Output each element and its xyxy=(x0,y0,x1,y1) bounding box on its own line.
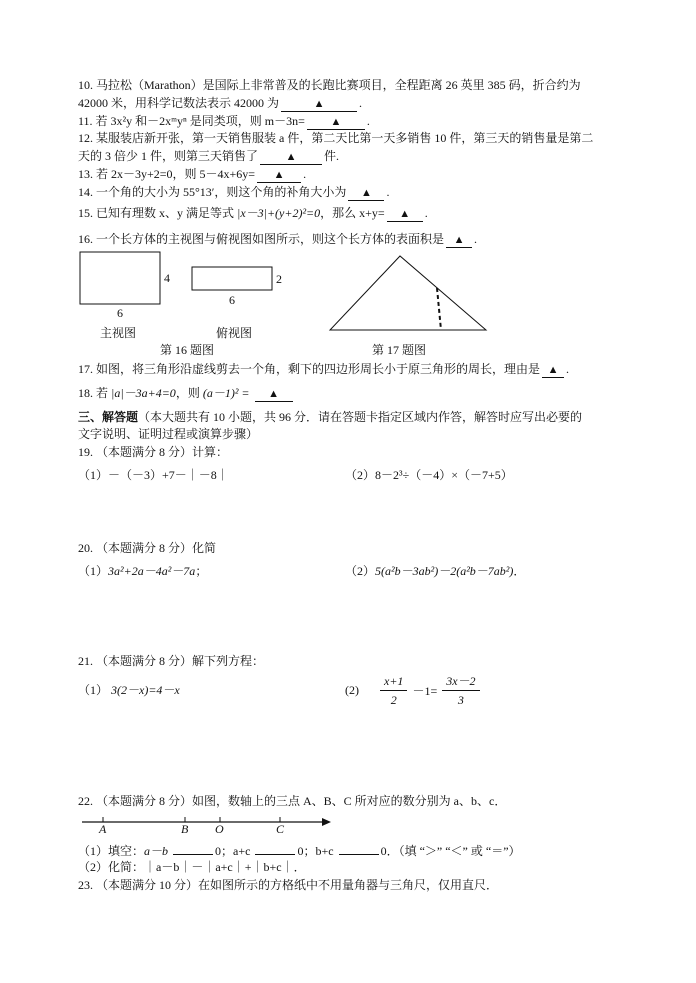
q21-part1-equation: 3(2－x)=4－x xyxy=(111,683,180,697)
q22-part1-seg4: 0．（填 “＞” “＜” 或 “＝”） xyxy=(380,844,521,858)
q22-part2: （2）化简：｜a－b｜－｜a+c｜+｜b+c｜． xyxy=(78,860,306,874)
section3-intro: （本大题共有 10 小题，共 96 分．请在答题卡指定区域内作答，解答时应写出必要的 xyxy=(138,410,583,424)
q13-line xyxy=(78,166,306,183)
q20-part2-label: （2） xyxy=(345,564,376,578)
point-label-c: C xyxy=(276,822,285,836)
q22-part1-seg1: a－b xyxy=(144,844,169,858)
q23-stem: 23. （本题满分 10 分）在如图所示的方格纸中不用量角器与三角尺，仅用直尺． xyxy=(78,878,499,892)
top-view-rect xyxy=(192,267,272,290)
fraction-right-numerator: 3x－2 xyxy=(442,672,479,691)
front-view-height-label: 4 xyxy=(164,271,170,285)
q18-expression: (a－1)² = xyxy=(202,386,250,400)
q10-line1: 10. 马拉松（Marathon）是国际上非常普及的长跑比赛项目，全程距离 26 英里 385 码，折合约为 xyxy=(78,78,581,92)
q20-part1 xyxy=(78,563,207,579)
q11-line xyxy=(78,113,370,130)
q18-equation: |a|－3a+4=0 xyxy=(111,386,176,400)
q10-text: 42000 米，用科学记数法表示 42000 为 xyxy=(78,96,280,110)
q15-line xyxy=(78,205,428,222)
q21-part2 xyxy=(345,669,485,711)
q21-stem: 21. （本题满分 8 分）解下列方程： xyxy=(78,654,265,668)
top-view-caption: 俯视图 xyxy=(216,326,253,340)
q21-part2-label: (2) xyxy=(345,682,359,697)
q19-stem: 19. （本题满分 8 分）计算： xyxy=(78,445,229,459)
q19-part1-expression: －（－3）+7－｜－8｜ xyxy=(108,468,229,482)
section3-line1 xyxy=(78,409,582,425)
front-view-width-label: 6 xyxy=(117,306,123,320)
q17-end: . xyxy=(566,362,570,376)
number-line-arrow xyxy=(322,818,331,826)
answer-blank: ▲ xyxy=(307,116,365,130)
q20-part1-expression: 3a²+2a－4a²－7a xyxy=(108,564,196,578)
q14-line xyxy=(78,184,389,201)
q21-part1-label: （1） xyxy=(78,683,109,697)
q22-part1-seg3: 0；b+c xyxy=(297,844,334,858)
fraction-left xyxy=(380,672,407,709)
triangle xyxy=(330,256,486,330)
q22-part1-seg2: 0；a+c xyxy=(215,844,251,858)
q19-part2-expression: 8－2³÷（－4）×（－7+5） xyxy=(375,468,513,482)
fill-blank xyxy=(173,841,213,855)
q19-part2 xyxy=(345,467,513,483)
q13-text: 13. 若 2x－3y+2=0，则 5－4x+6y= xyxy=(78,167,256,181)
q17-text: 17. 如图，将三角形沿虚线剪去一个角，剩下的四边形周长小于原三角形的周长，理由是 xyxy=(78,362,541,376)
q11-end: . xyxy=(366,114,370,128)
figure-17-caption: 第 17 题图 xyxy=(372,343,427,357)
q20-part1-label: （1） xyxy=(78,564,109,578)
fraction-right xyxy=(442,672,479,709)
q17-line xyxy=(78,361,569,378)
q12-line2 xyxy=(78,148,339,165)
point-label-b: B xyxy=(181,822,189,836)
answer-blank: ▲ xyxy=(387,208,423,222)
q15-end: . xyxy=(424,206,428,220)
q12-end: 件. xyxy=(324,149,340,163)
q20-part2-end: ． xyxy=(513,564,526,578)
q15-equation: |x－3|+(y+2)²=0 xyxy=(237,206,321,220)
q19-part1-label: （1） xyxy=(78,468,109,482)
top-view-width-label: 6 xyxy=(229,293,235,307)
q19-part2-label: （2） xyxy=(345,468,376,482)
point-label-o: O xyxy=(215,822,224,836)
figures-16-17 xyxy=(0,245,696,360)
q18-text2: ，则 xyxy=(175,386,200,400)
answer-blank: ▲ xyxy=(257,169,301,183)
top-view-depth-label: 2 xyxy=(276,272,282,286)
fraction-left-numerator: x+1 xyxy=(380,672,407,691)
number-line xyxy=(0,808,696,838)
section3-line2: 文字说明、证明过程或演算步骤） xyxy=(78,427,259,441)
q16-text: 16. 一个长方体的主视图与俯视图如图所示，则这个长方体的表面积是 xyxy=(78,232,445,246)
point-label-a: A xyxy=(99,822,107,836)
answer-blank: ▲ xyxy=(281,98,357,112)
q20-part2-expression: 5(a²b－3ab²)－2(a²b－7ab²) xyxy=(375,564,514,578)
q14-end: . xyxy=(386,185,390,199)
q16-end: . xyxy=(474,232,478,246)
q15-text: 15. 已知有理数 x、y 满足等式 xyxy=(78,206,235,220)
q20-part2 xyxy=(345,563,525,579)
front-view-rect xyxy=(80,252,160,304)
section3-title: 三、解答题 xyxy=(78,410,139,424)
q12-text: 天的 3 倍少 1 件，则第三天销售了 xyxy=(78,149,259,163)
answer-blank: ▲ xyxy=(255,388,293,402)
fraction-left-denominator: 2 xyxy=(390,692,397,707)
q12-line1: 12. 某服装店新开张，第一天销售服装 a 件，第二天比第一天多销售 10 件，第三天的销售量是第二 xyxy=(78,131,594,145)
answer-blank: ▲ xyxy=(348,187,384,201)
q10-end: . xyxy=(359,96,363,110)
q22-part1-label: （1）填空： xyxy=(78,844,145,858)
answer-blank: ▲ xyxy=(446,234,472,248)
q18-line xyxy=(78,385,295,402)
q13-end: . xyxy=(303,167,307,181)
q19-part1 xyxy=(78,467,229,483)
fraction-right-denominator: 3 xyxy=(457,692,464,707)
fill-blank xyxy=(339,841,379,855)
q21-part1 xyxy=(78,682,180,698)
q18-text: 18. 若 xyxy=(78,386,109,400)
front-view-caption: 主视图 xyxy=(100,326,137,340)
q21-part2-middle: －1= xyxy=(412,683,438,698)
q20-part1-end: ； xyxy=(195,564,208,578)
q15-text2: ，那么 x+y= xyxy=(320,206,385,220)
fill-blank xyxy=(255,841,295,855)
dashed-cut-line xyxy=(437,288,441,330)
q10-line2 xyxy=(78,95,362,112)
figure-16-caption: 第 16 题图 xyxy=(160,343,215,357)
answer-blank: ▲ xyxy=(542,364,564,378)
q14-text: 14. 一个角的大小为 55°13′，则这个角的补角大小为 xyxy=(78,185,347,199)
q22-stem: 22. （本题满分 8 分）如图，数轴上的三点 A、B、C 所对应的数分别为 a、b、c． xyxy=(78,794,507,808)
q20-stem: 20. （本题满分 8 分）化简 xyxy=(78,541,217,555)
q11-text: 11. 若 3x²y 和－2xᵐyⁿ 是同类项，则 m－3n= xyxy=(78,114,305,128)
q22-part1 xyxy=(78,841,521,859)
answer-blank: ▲ xyxy=(260,151,322,165)
